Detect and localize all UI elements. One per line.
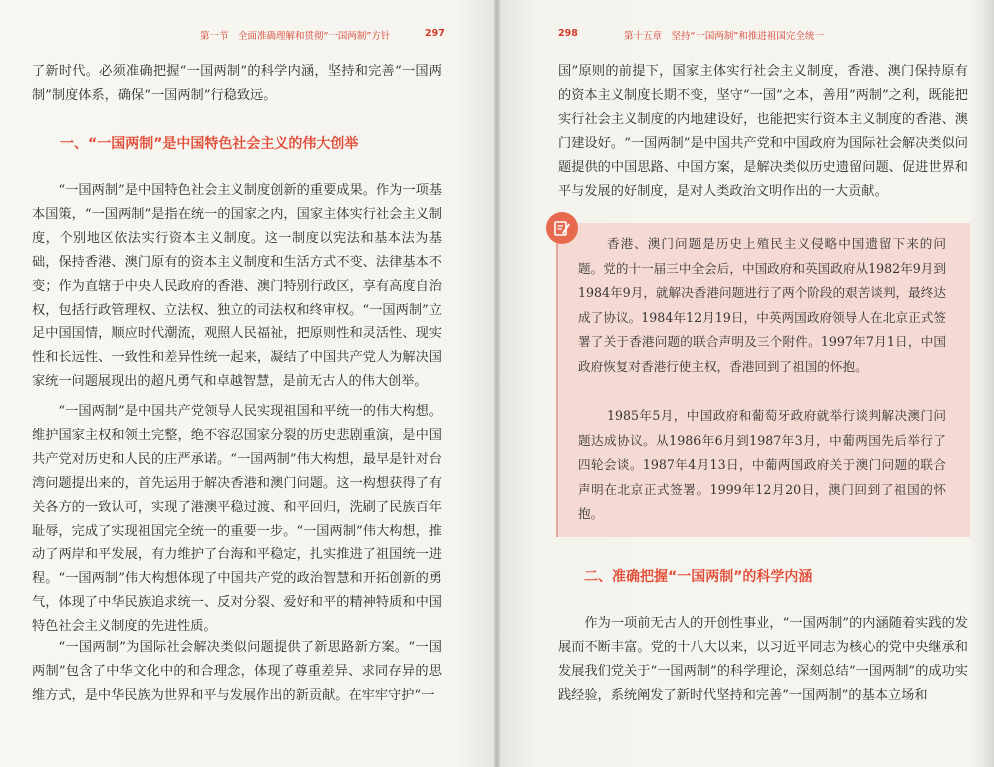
- left-page-number: 297: [425, 28, 445, 39]
- right-section-heading: 二、准确把握“一国两制”的科学内涵: [584, 569, 813, 585]
- note-paragraph-hongkong: 香港、澳门问题是历史上殖民主义侵略中国遗留下来的问题。党的十一届三中全会后，中国政府和英国政府从1982年9月到1984年9月，就解决香港问题进行了两个阶段的艰苦谈判，最终达成了协议。1984年12月19日，中英两国政府领导人在北京正式签署了关于香港问题的联合声明及三个附件。1997年7月1日，中国政府恢复对香港行使主权，香港回到了祖国的怀抱。: [578, 236, 946, 374]
- right-paragraph-1: 国”原则的前提下，国家主体实行社会主义制度，香港、澳门保持原有的资本主义制度长期不变，坚守“一国”之本，善用“两制”之利，既能把实行社会主义制度的内地建设好，也能把实行资本主义制度的香港、澳门建设好。“一国两制”是中国共产党和中国政府为国际社会解决类似问题提供的中国思路、中国方案，是解决类似历史遗留问题、促进世界和平与发展的好制度，是对人类政治文明作出的一大贡献。: [558, 64, 968, 199]
- pencil-note-icon: [546, 212, 578, 244]
- page-edge: [968, 0, 994, 767]
- right-running-head: 第十五章 坚持“一国两制”和推进祖国完全统一: [624, 31, 824, 42]
- right-page-number: 298: [558, 28, 578, 39]
- note-paragraph-macao: 1985年5月，中国政府和葡萄牙政府就举行谈判解决澳门问题达成协议。从1986年6月到1987年3月，中葡两国先后举行了四轮会谈。1987年4月13日，中葡两国政府关于澳门问题的联合声明在北京正式签署。1999年12月20日，澳门回到了祖国的怀抱。: [578, 408, 946, 521]
- right-paragraph-2: 作为一项前无古人的开创性事业，“一国两制”的内涵随着实践的发展而不断丰富。党的十八大以来，以习近平同志为核心的党中央继承和发展我们党关于“一国两制”的科学理论，深刻总结“一国两制”的成功实践经验，系统阐发了新时代坚持和完善“一国两制”的基本立场和: [558, 616, 968, 703]
- left-paragraph-3: “一国两制”是中国共产党领导人民实现祖国和平统一的伟大构想。维护国家主权和领土完整，绝不容忍国家分裂的历史悲剧重演，是中国共产党对历史和人民的庄严承诺。“一国两制”伟大构想，最早是针对台湾问题提出来的，首先运用于解决香港和澳门问题。这一构想获得了有关各方的一致认可，实现了港澳平稳过渡、和平回归，洗刷了民族百年耻辱，完成了实现祖国完全统一的重要一步。“一国两制”伟大构想，推动了两岸和平发展，有力维护了台海和平稳定，扎实推进了祖国统一进程。“一国两制”伟大构想体现了中国共产党的政治智慧和开拓创新的勇气，体现了中华民族追求统一、反对分裂、爱好和平的精神特质和中国特色社会主义制度的先进性质。: [32, 404, 442, 635]
- book-gutter: [494, 0, 500, 767]
- left-section-heading: 一、“一国两制”是中国特色社会主义的伟大创举: [60, 136, 359, 152]
- left-paragraph-2: “一国两制”是中国特色社会主义制度创新的重要成果。作为一项基本国策，“一国两制”是指在统一的国家之内，国家主体实行社会主义制度，个别地区依法实行资本主义制度。这一制度以宪法和基本法为基础，保持香港、澳门原有的资本主义制度和生活方式不变、法律基本不变；作为直辖于中央人民政府的香港、澳门特别行政区，享有高度自治权，包括行政管理权、立法权、独立的司法权和终审权。“一国两制”立足中国国情，顺应时代潮流，观照人民福祉，把原则性和灵活性、现实性和长远性、一致性和差异性统一起来，凝结了中国共产党人为解决国家统一问题展现出的超凡勇气和卓越智慧，是前无古人的伟大创举。: [32, 183, 442, 390]
- left-paragraph-1: 了新时代。必须准确把握“一国两制”的科学内涵，坚持和完善“一国两制”制度体系，确保“一国两制”行稳致远。: [32, 64, 442, 103]
- left-running-head: 第一节 全面准确理解和贯彻“一国两制”方针: [200, 31, 391, 42]
- left-paragraph-4: “一国两制”为国际社会解决类似问题提供了新思路新方案。“一国两制”包含了中华文化中的和合理念，体现了尊重差异、求同存异的思维方式，是中华民族为世界和平与发展作出的新贡献。在牢牢守护“一: [32, 640, 442, 703]
